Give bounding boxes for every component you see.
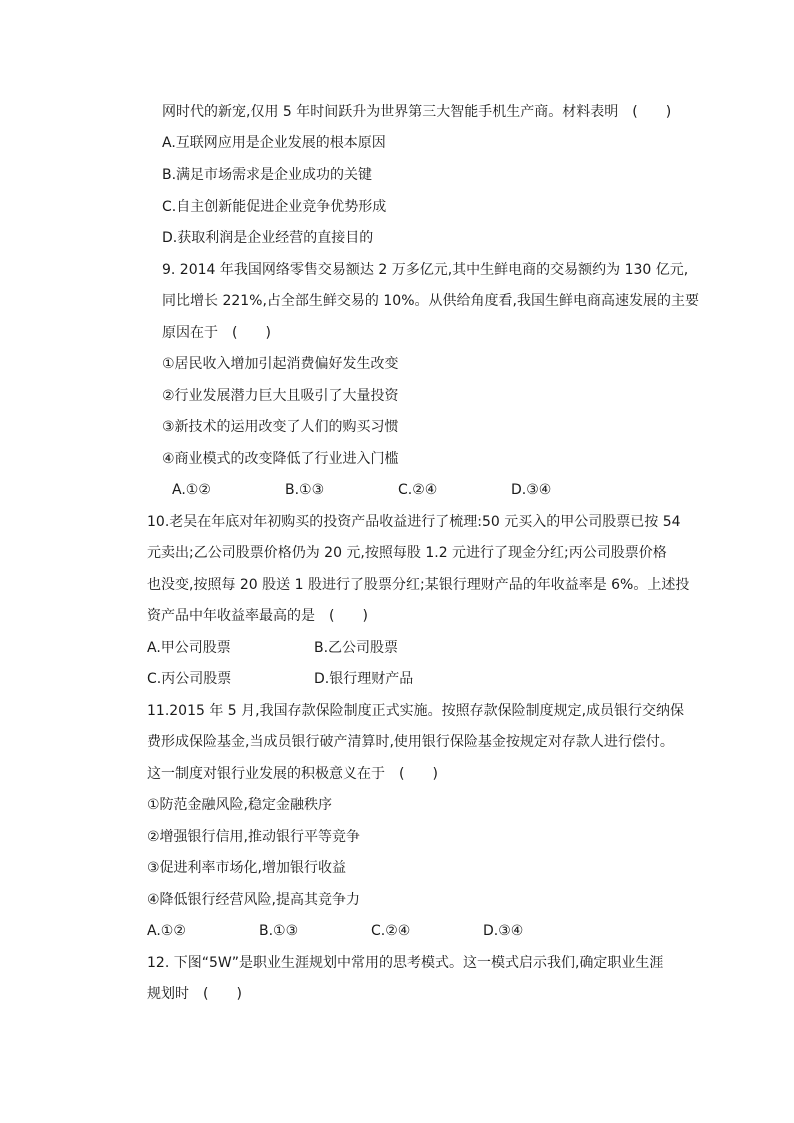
q8-option-b[interactable]: B.满足市场需求是企业成功的关键 xyxy=(162,167,373,183)
q11-statement-3: ③促进利率市场化,增加银行收益 xyxy=(147,860,347,876)
q11-statement-4: ④降低银行经营风险,提高其竞争力 xyxy=(147,892,361,908)
q11-stem-line-1: 11.2015 年 5 月,我国存款保险制度正式实施。按照存款保险制度规定,成员银行交纳保 xyxy=(147,703,685,719)
q10-choice-b[interactable]: B.乙公司股票 xyxy=(314,640,399,656)
q8-option-c[interactable]: C.自主创新能促进企业竞争优势形成 xyxy=(162,199,387,215)
q8-stem-tail: 网时代的新宠,仅用 5 年时间跃升为世界第三大智能手机生产商。材料表明 ( ) xyxy=(162,104,672,120)
q11-choice-c[interactable]: C.②④ xyxy=(371,923,411,939)
q11-stem-line-2: 费形成保险基金,当成员银行破产清算时,使用银行保险基金按规定对存款人进行偿付。 xyxy=(147,734,674,750)
q10-stem-line-1: 10.老吴在年底对年初购买的投资产品收益进行了梳理:50 元买入的甲公司股票已按 54 xyxy=(147,514,681,530)
q11-stem-line-3: 这一制度对银行业发展的积极意义在于 ( ) xyxy=(147,766,438,782)
q9-statement-3: ③新技术的运用改变了人们的购买习惯 xyxy=(162,419,399,435)
q9-stem-line-2: 同比增长 221%,占全部生鲜交易的 10%。从供给角度看,我国生鲜电商高速发展的主要 xyxy=(162,293,699,309)
q10-stem-line-4: 资产品中年收益率最高的是 ( ) xyxy=(147,608,368,624)
q11-choice-a[interactable]: A.①② xyxy=(147,923,186,939)
q10-choice-a[interactable]: A.甲公司股票 xyxy=(147,640,231,656)
q12-stem-line-1: 12. 下图“5W”是职业生涯规划中常用的思考模式。这一模式启示我们,确定职业生涯 xyxy=(147,955,664,971)
q10-choice-d[interactable]: D.银行理财产品 xyxy=(314,671,414,687)
q12-stem-line-2: 规划时 ( ) xyxy=(147,986,242,1002)
q8-option-a[interactable]: A.互联网应用是企业发展的根本原因 xyxy=(162,135,386,151)
q8-option-d[interactable]: D.获取利润是企业经营的直接目的 xyxy=(162,230,374,246)
q9-choice-d[interactable]: D.③④ xyxy=(511,482,552,498)
q9-choice-a[interactable]: A.①② xyxy=(172,482,211,498)
q9-statement-1: ①居民收入增加引起消费偏好发生改变 xyxy=(162,356,399,372)
q9-statement-4: ④商业模式的改变降低了行业进入门槛 xyxy=(162,451,399,467)
q10-choice-c[interactable]: C.丙公司股票 xyxy=(147,671,232,687)
q9-stem-line-3: 原因在于 ( ) xyxy=(162,325,271,341)
q10-stem-line-3: 也没变,按照每 20 股送 1 股进行了股票分红;某银行理财产品的年收益率是 6%。上述投 xyxy=(147,577,690,593)
q9-choice-b[interactable]: B.①③ xyxy=(285,482,325,498)
q9-stem-line-1: 9. 2014 年我国网络零售交易额达 2 万多亿元,其中生鲜电商的交易额约为 130 亿元, xyxy=(162,262,689,278)
q11-choice-d[interactable]: D.③④ xyxy=(483,923,524,939)
q10-stem-line-2: 元卖出;乙公司股票价格仍为 20 元,按照每股 1.2 元进行了现金分红;丙公司股票价格 xyxy=(147,545,667,561)
q11-statement-1: ①防范金融风险,稳定金融秩序 xyxy=(147,797,333,813)
q11-choice-b[interactable]: B.①③ xyxy=(259,923,299,939)
q11-statement-2: ②增强银行信用,推动银行平等竞争 xyxy=(147,829,361,845)
q9-choice-c[interactable]: C.②④ xyxy=(398,482,438,498)
q9-statement-2: ②行业发展潜力巨大且吸引了大量投资 xyxy=(162,388,399,404)
